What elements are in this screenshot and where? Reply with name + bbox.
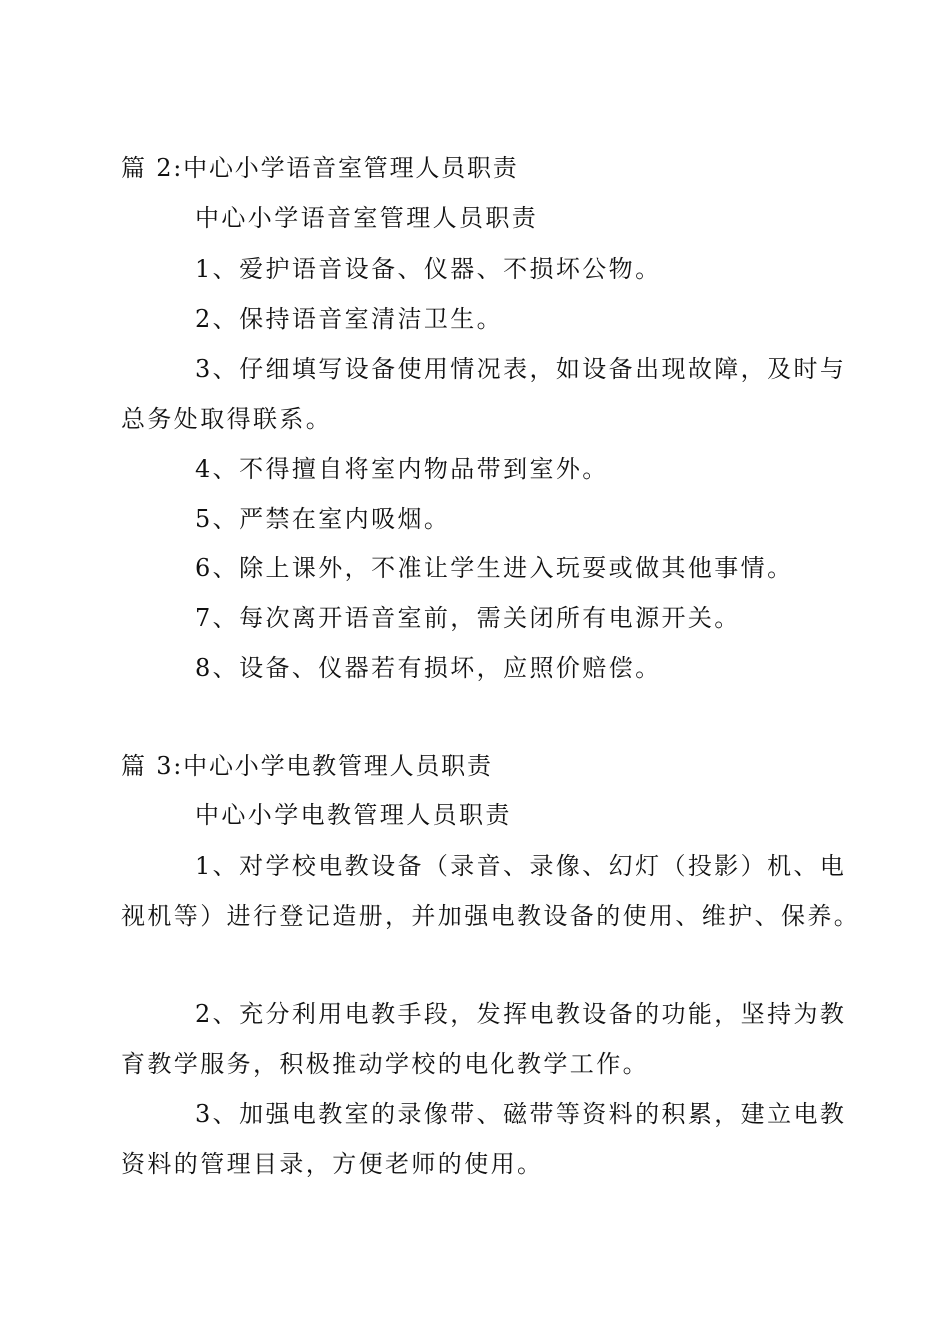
section-2-title: 中心小学语音室管理人员职责 bbox=[195, 204, 539, 232]
section-3-item-1: 1、对学校电教设备（录音、录像、幻灯（投影）机、电 bbox=[195, 852, 847, 880]
section-2-item-1: 1、爱护语音设备、仪器、不损坏公物。 bbox=[195, 255, 662, 283]
section-2-item-3-cont: 总务处取得联系。 bbox=[121, 405, 333, 433]
section-3-heading: 篇 3:中心小学电教管理人员职责 bbox=[121, 752, 493, 780]
section-2-item-2: 2、保持语音室清洁卫生。 bbox=[195, 305, 504, 333]
section-2-heading: 篇 2:中心小学语音室管理人员职责 bbox=[121, 154, 519, 182]
section-3-item-1-cont: 视机等）进行登记造册，并加强电教设备的使用、维护、保养。 bbox=[121, 902, 861, 930]
section-2-item-7: 7、每次离开语音室前，需关闭所有电源开关。 bbox=[195, 604, 741, 632]
section-3-item-3: 3、加强电教室的录像带、磁带等资料的积累，建立电教 bbox=[195, 1100, 847, 1128]
section-3-item-2-cont: 育教学服务，积极推动学校的电化教学工作。 bbox=[121, 1050, 649, 1078]
section-2-item-4: 4、不得擅自将室内物品带到室外。 bbox=[195, 455, 609, 483]
section-3-item-3-cont: 资料的管理目录，方便老师的使用。 bbox=[121, 1150, 544, 1178]
section-2-item-3: 3、仔细填写设备使用情况表，如设备出现故障，及时与 bbox=[195, 355, 847, 383]
section-3-item-2: 2、充分利用电教手段，发挥电教设备的功能，坚持为教 bbox=[195, 1000, 847, 1028]
section-2-item-8: 8、设备、仪器若有损坏，应照价赔偿。 bbox=[195, 654, 662, 682]
section-3-title: 中心小学电教管理人员职责 bbox=[195, 801, 512, 829]
section-2-item-6: 6、除上课外，不准让学生进入玩耍或做其他事情。 bbox=[195, 554, 794, 582]
section-2-item-5: 5、严禁在室内吸烟。 bbox=[195, 505, 451, 533]
